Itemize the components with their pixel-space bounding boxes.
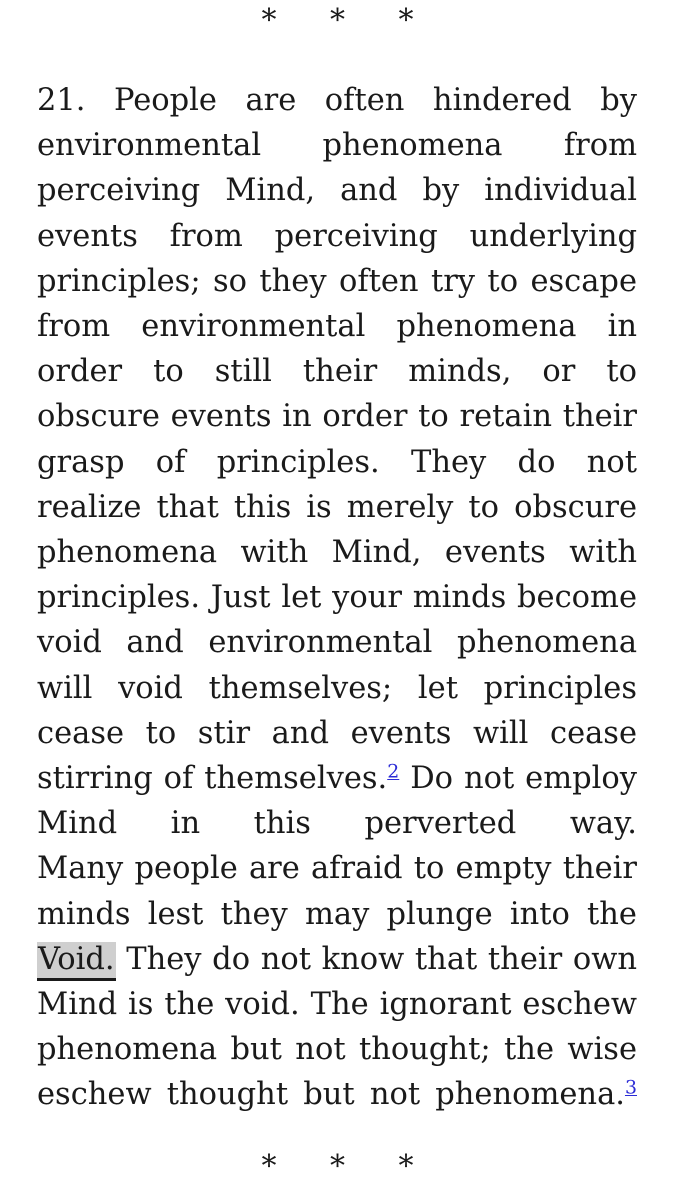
page-body <box>37 78 637 1118</box>
footnote-link-3[interactable]: 3 <box>624 1077 637 1100</box>
paragraph-text: People are often hindered by environmental phenomena from perceiving Mind, and by individual events from perceiving underlying principles; so they often try to escape from environmental phenomena in order to still their minds, or to obscure events in order to retain their grasp of principles. They do not realize that this is merely to obscure phenomena with Mind, events with principles. Just let your minds become void and environmental phenomena will void themselves; let principles cease to stir and events will cease stirring of themselves. <box>37 83 637 797</box>
section-separator-top: * * * <box>261 3 436 38</box>
paragraph-21 <box>37 78 637 846</box>
footnote-link-2[interactable]: 2 <box>387 760 400 783</box>
section-number: 21. <box>37 83 86 118</box>
paragraph-text-end: They do not know that their own Mind is the void. The ignorant eschew phenomena but not thought; the wise eschew thought but not phenomena. <box>37 941 637 1113</box>
section-separator-bottom: * * * <box>261 1149 436 1184</box>
paragraph-text: Many people are afraid to empty their minds lest they may plunge into the <box>37 851 637 932</box>
highlighted-word[interactable]: Void. <box>37 942 116 981</box>
paragraph-text-end: Do not employ Mind in this perverted way. <box>37 761 637 842</box>
paragraph-void <box>37 846 637 1117</box>
